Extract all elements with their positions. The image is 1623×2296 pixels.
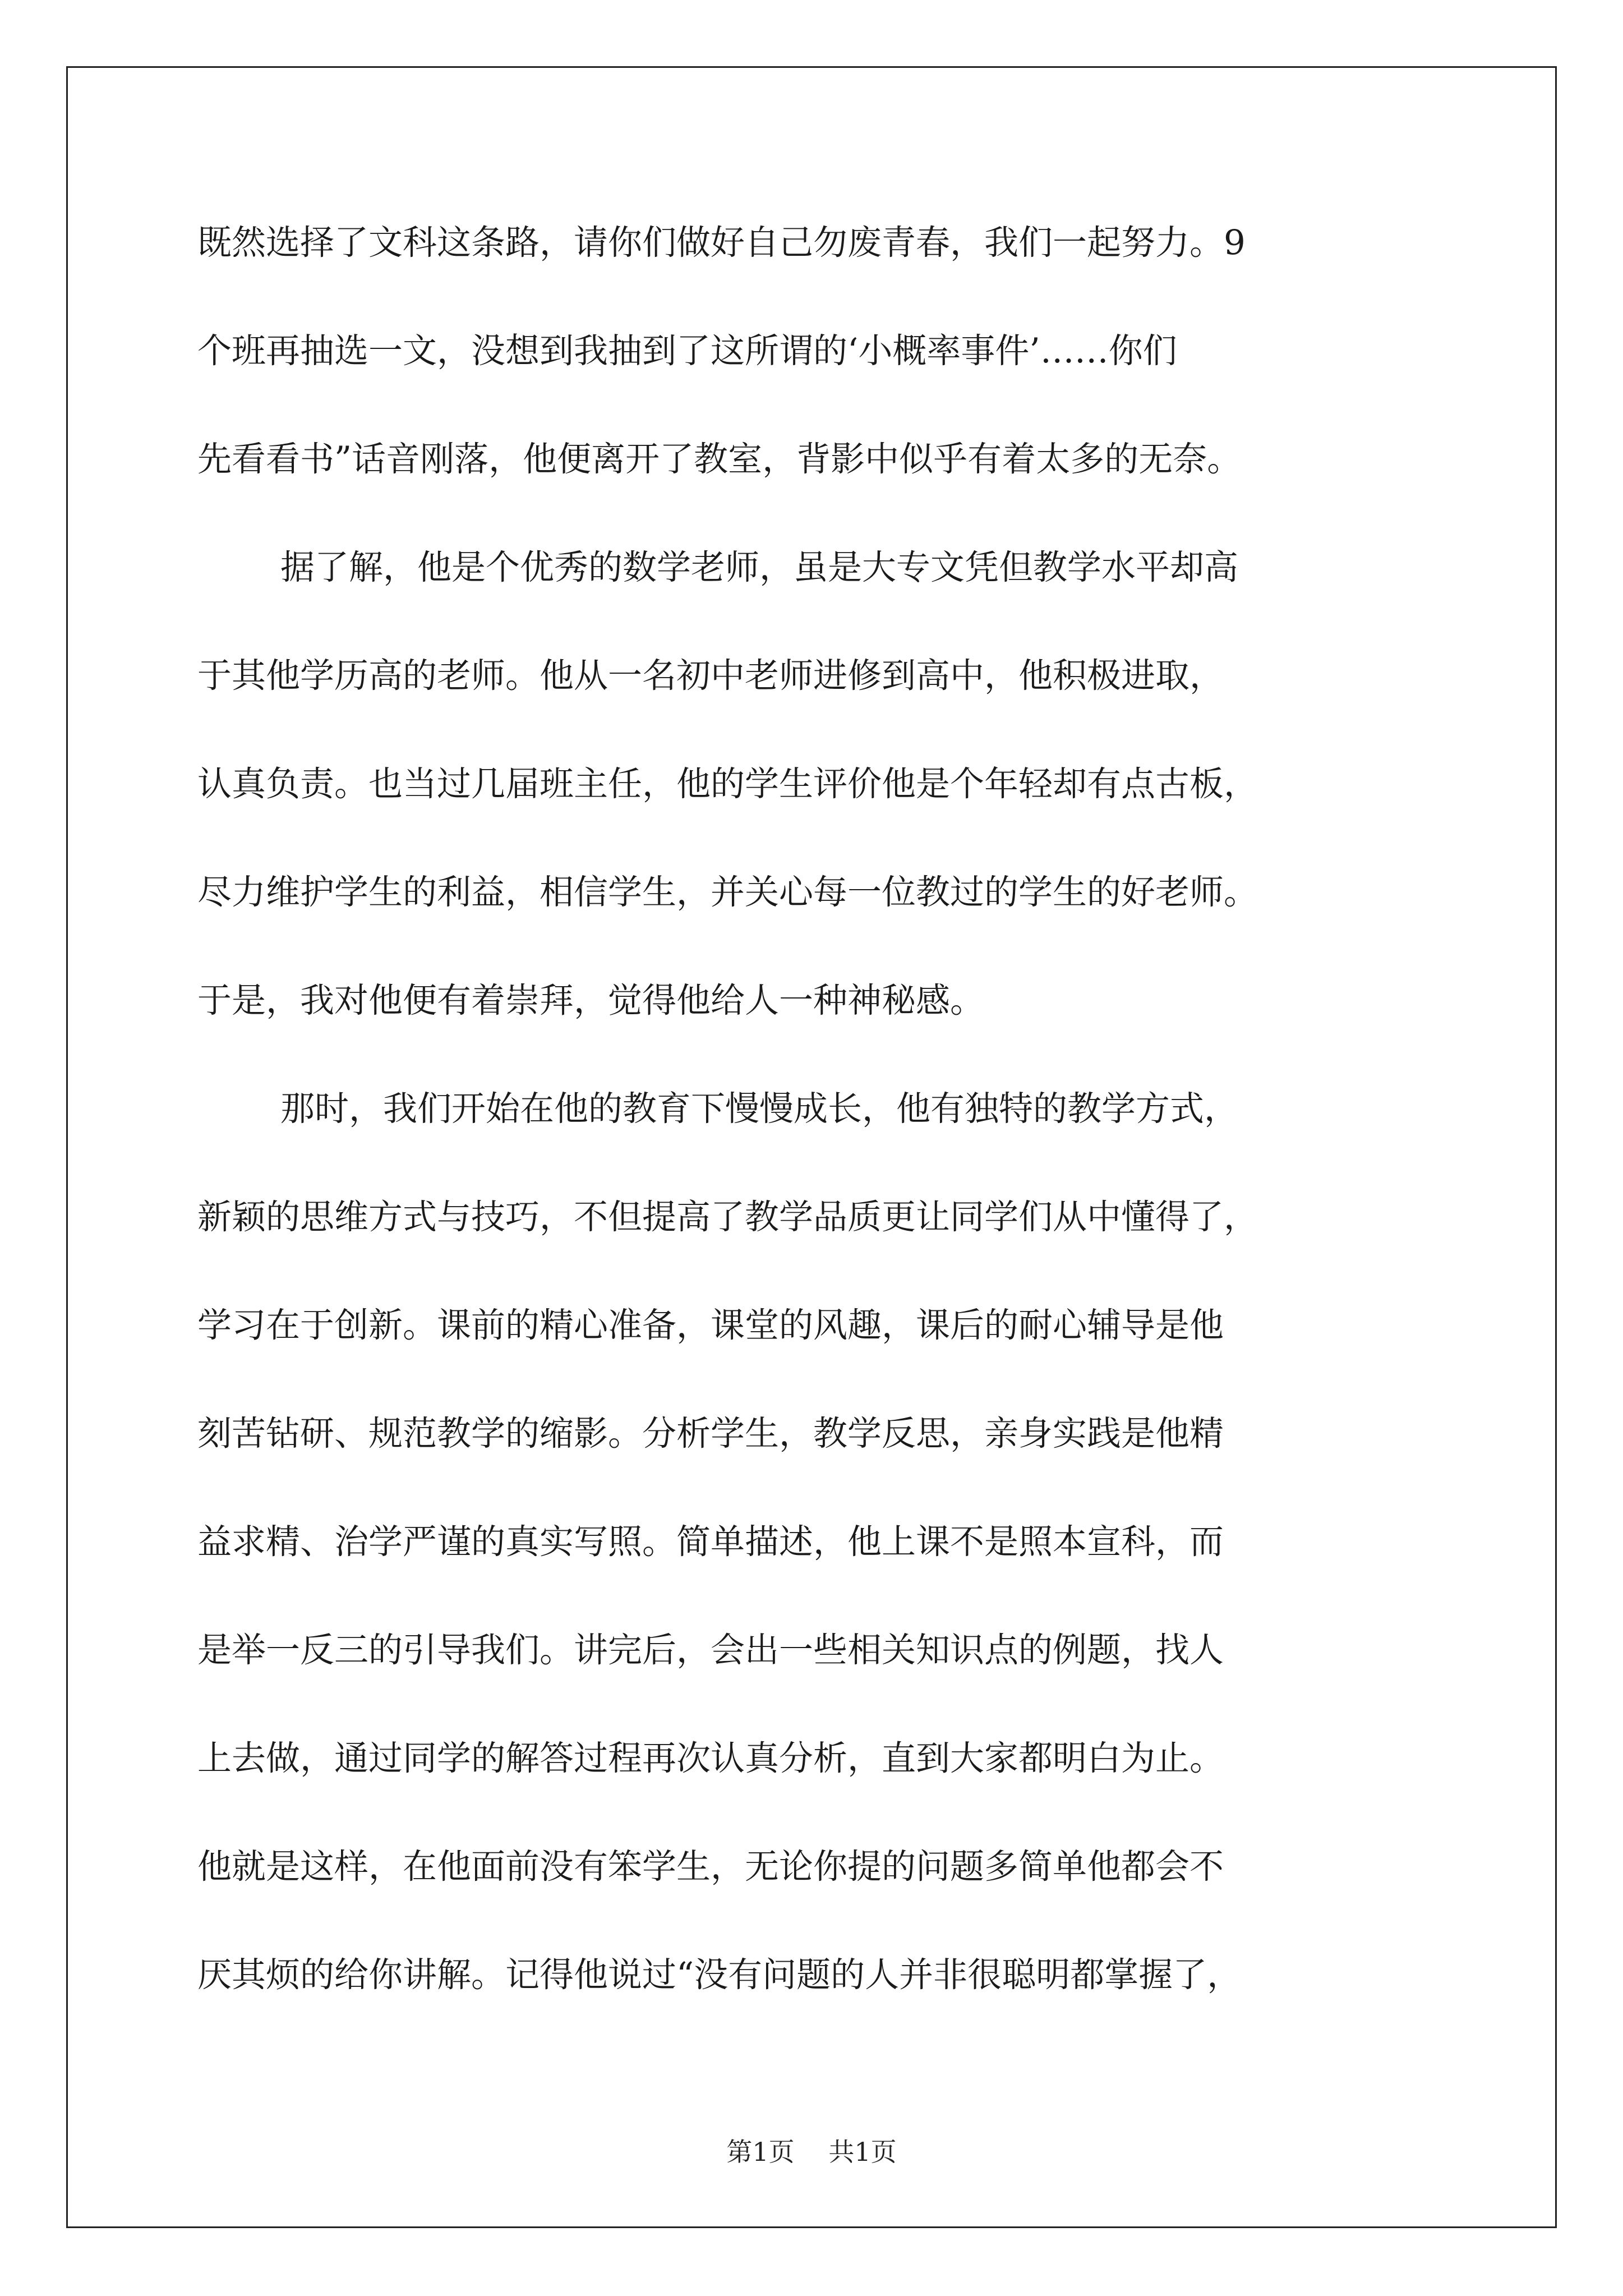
- text-line-10: 新颖的思维方式与技巧，不但提高了教学品质更让同学们从中懂得了，: [197, 1197, 1258, 1237]
- text-line-12: 刻苦钻研、规范教学的缩影。分析学生，教学反思，亲身实践是他精: [197, 1414, 1224, 1453]
- text-line-15: 上去做，通过同学的解答过程再次认真分析，直到大家都明白为止。: [197, 1738, 1224, 1778]
- text-line-7: 尽力维护学生的利益，相信学生，并关心每一位教过的学生的好老师。: [197, 872, 1258, 912]
- text-line-16: 他就是这样，在他面前没有笨学生，无论你提的问题多简单他都会不: [197, 1847, 1224, 1887]
- text-line-1: 既然选择了文科这条路，请你们做好自己勿废青春，我们一起努力。9: [197, 223, 1246, 263]
- page-number-total: 共1页: [828, 2137, 897, 2167]
- text-line-3: 先看看书”话音刚落，他便离开了教室，背影中似乎有着太多的无奈。: [197, 439, 1242, 479]
- page-number-current: 第1页: [726, 2137, 795, 2167]
- text-line-4: 据了解，他是个优秀的数学老师，虽是大专文凭但教学水平却高: [280, 547, 1239, 587]
- text-line-17: 厌其烦的给你讲解。记得他说过“没有问题的人并非很聪明都掌握了，: [197, 1955, 1242, 1995]
- text-line-2: 个班再抽选一文，没想到我抽到了这所谓的‘小概率事件’……你们: [197, 331, 1177, 371]
- page-footer: [0, 2132, 1623, 2169]
- text-line-9: 那时，我们开始在他的教育下慢慢成长，他有独特的教学方式，: [280, 1089, 1239, 1129]
- document-body: [197, 223, 1440, 2066]
- text-line-6: 认真负责。也当过几届班主任，他的学生评价他是个年轻却有点古板，: [197, 764, 1258, 804]
- text-line-5: 于其他学历高的老师。他从一名初中老师进修到高中，他积极进取，: [197, 656, 1224, 696]
- text-line-13: 益求精、治学严谨的真实写照。简单描述，他上课不是照本宣科，而: [197, 1522, 1224, 1562]
- text-line-8: 于是，我对他便有着崇拜，觉得他给人一种神秘感。: [197, 981, 985, 1020]
- text-line-11: 学习在于创新。课前的精心准备，课堂的风趣，课后的耐心辅导是他: [197, 1305, 1224, 1345]
- text-line-14: 是举一反三的引导我们。讲完后，会出一些相关知识点的例题，找人: [197, 1630, 1224, 1670]
